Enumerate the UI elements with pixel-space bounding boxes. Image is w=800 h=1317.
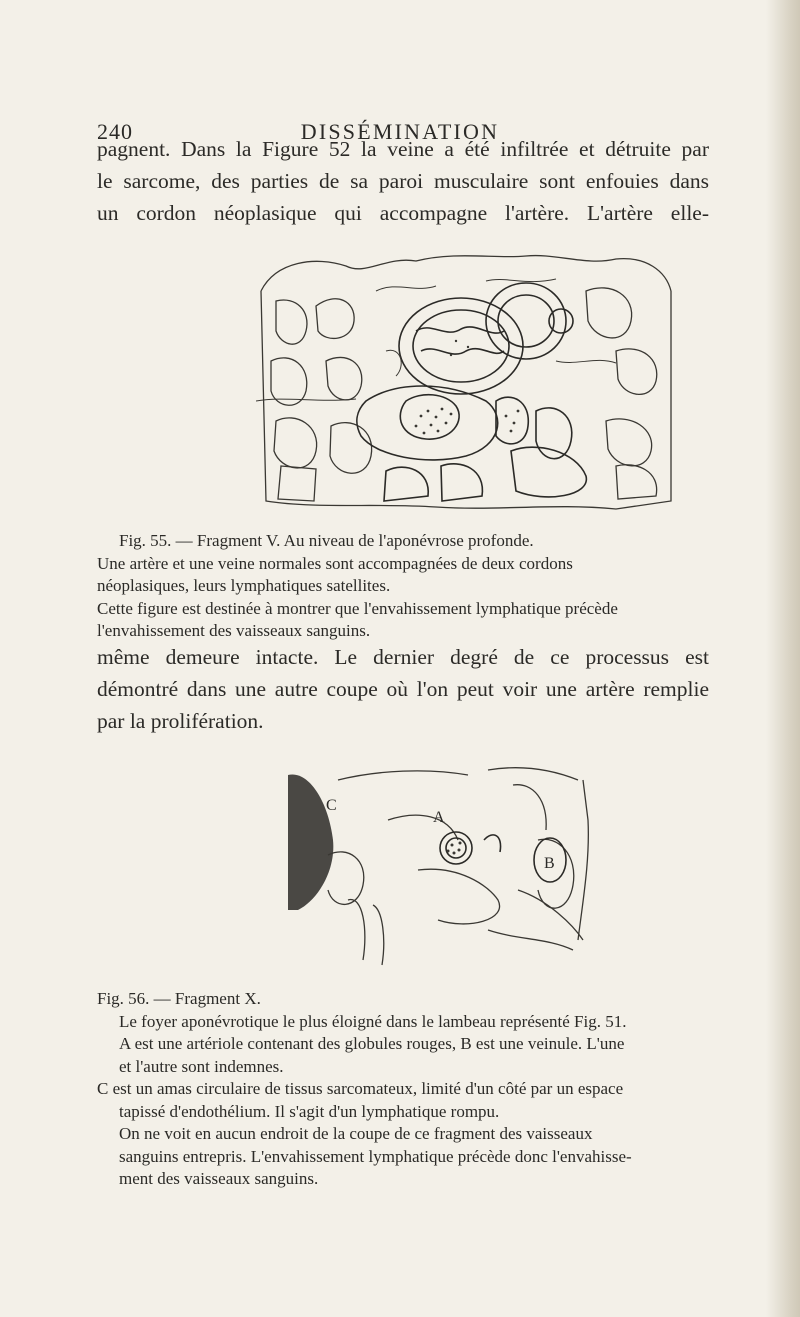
page-number: 240 (97, 119, 133, 144)
caption-line: Cette figure est destinée à montrer que l'envahissement lymphatique précède (97, 598, 618, 618)
caption-line: sanguins entrepris. L'envahissement lymphatique précède donc l'envahisse- (119, 1146, 632, 1166)
figure-55-illustration (256, 251, 676, 513)
text-line: pagnent. Dans la Figure 52 la veine a été infiltrée et détruite par (97, 137, 709, 161)
caption-line: et l'autre sont indemnes. (119, 1056, 284, 1076)
figure-56-label-c: C (326, 797, 337, 814)
figure-55-caption (97, 530, 717, 643)
caption-line: Une artère et une veine normales sont accompagnées de deux cordons (97, 553, 573, 573)
text-line: un cordon néoplasique qui accompagne l'artère. L'artère elle- (97, 201, 709, 225)
running-title: DISSÉMINATION (300, 119, 500, 144)
caption-line: ment des vaisseaux sanguins. (119, 1169, 319, 1188)
caption-line: On ne voit en aucun endroit de la coupe de ce fragment des vaisseaux (119, 1124, 593, 1143)
paragraph-2 (97, 641, 709, 737)
text-line: même demeure intacte. Le dernier degré de ce processus est (97, 645, 709, 669)
caption-line: Fig. 56. — Fragment X. (97, 989, 261, 1008)
figure-56-illustration (288, 760, 618, 966)
figure-56-caption (97, 988, 717, 1191)
caption-line: l'envahissement des vaisseaux sanguins. (97, 621, 371, 640)
figure-56-label-b: B (544, 855, 555, 872)
caption-line: C est un amas circulaire de tissus sarcomateux, limité d'un côté par un espace (97, 1079, 624, 1098)
caption-line: tapissé d'endothélium. Il s'agit d'un lymphatique rompu. (119, 1101, 500, 1121)
paragraph-1 (97, 133, 709, 229)
caption-line: Fig. 55. — Fragment V. Au niveau de l'aponévrose profonde. (119, 531, 534, 550)
text-line: démontré dans une autre coupe où l'on peut voir une artère remplie (97, 677, 709, 701)
caption-line: A est une artériole contenant des globules rouges, B est une veinule. L'une (119, 1034, 625, 1053)
text-line: le sarcome, des parties de sa paroi musculaire sont enfouies dans (97, 169, 709, 193)
figure-56-label-a: A (433, 809, 445, 826)
caption-line: néoplasiques, leurs lymphatiques satellites. (97, 576, 391, 595)
caption-line: Le foyer aponévrotique le plus éloigné dans le lambeau représenté Fig. 51. (119, 1011, 627, 1031)
page-edge-shadow (766, 0, 800, 1317)
text-line: par la prolifération. (97, 709, 264, 733)
